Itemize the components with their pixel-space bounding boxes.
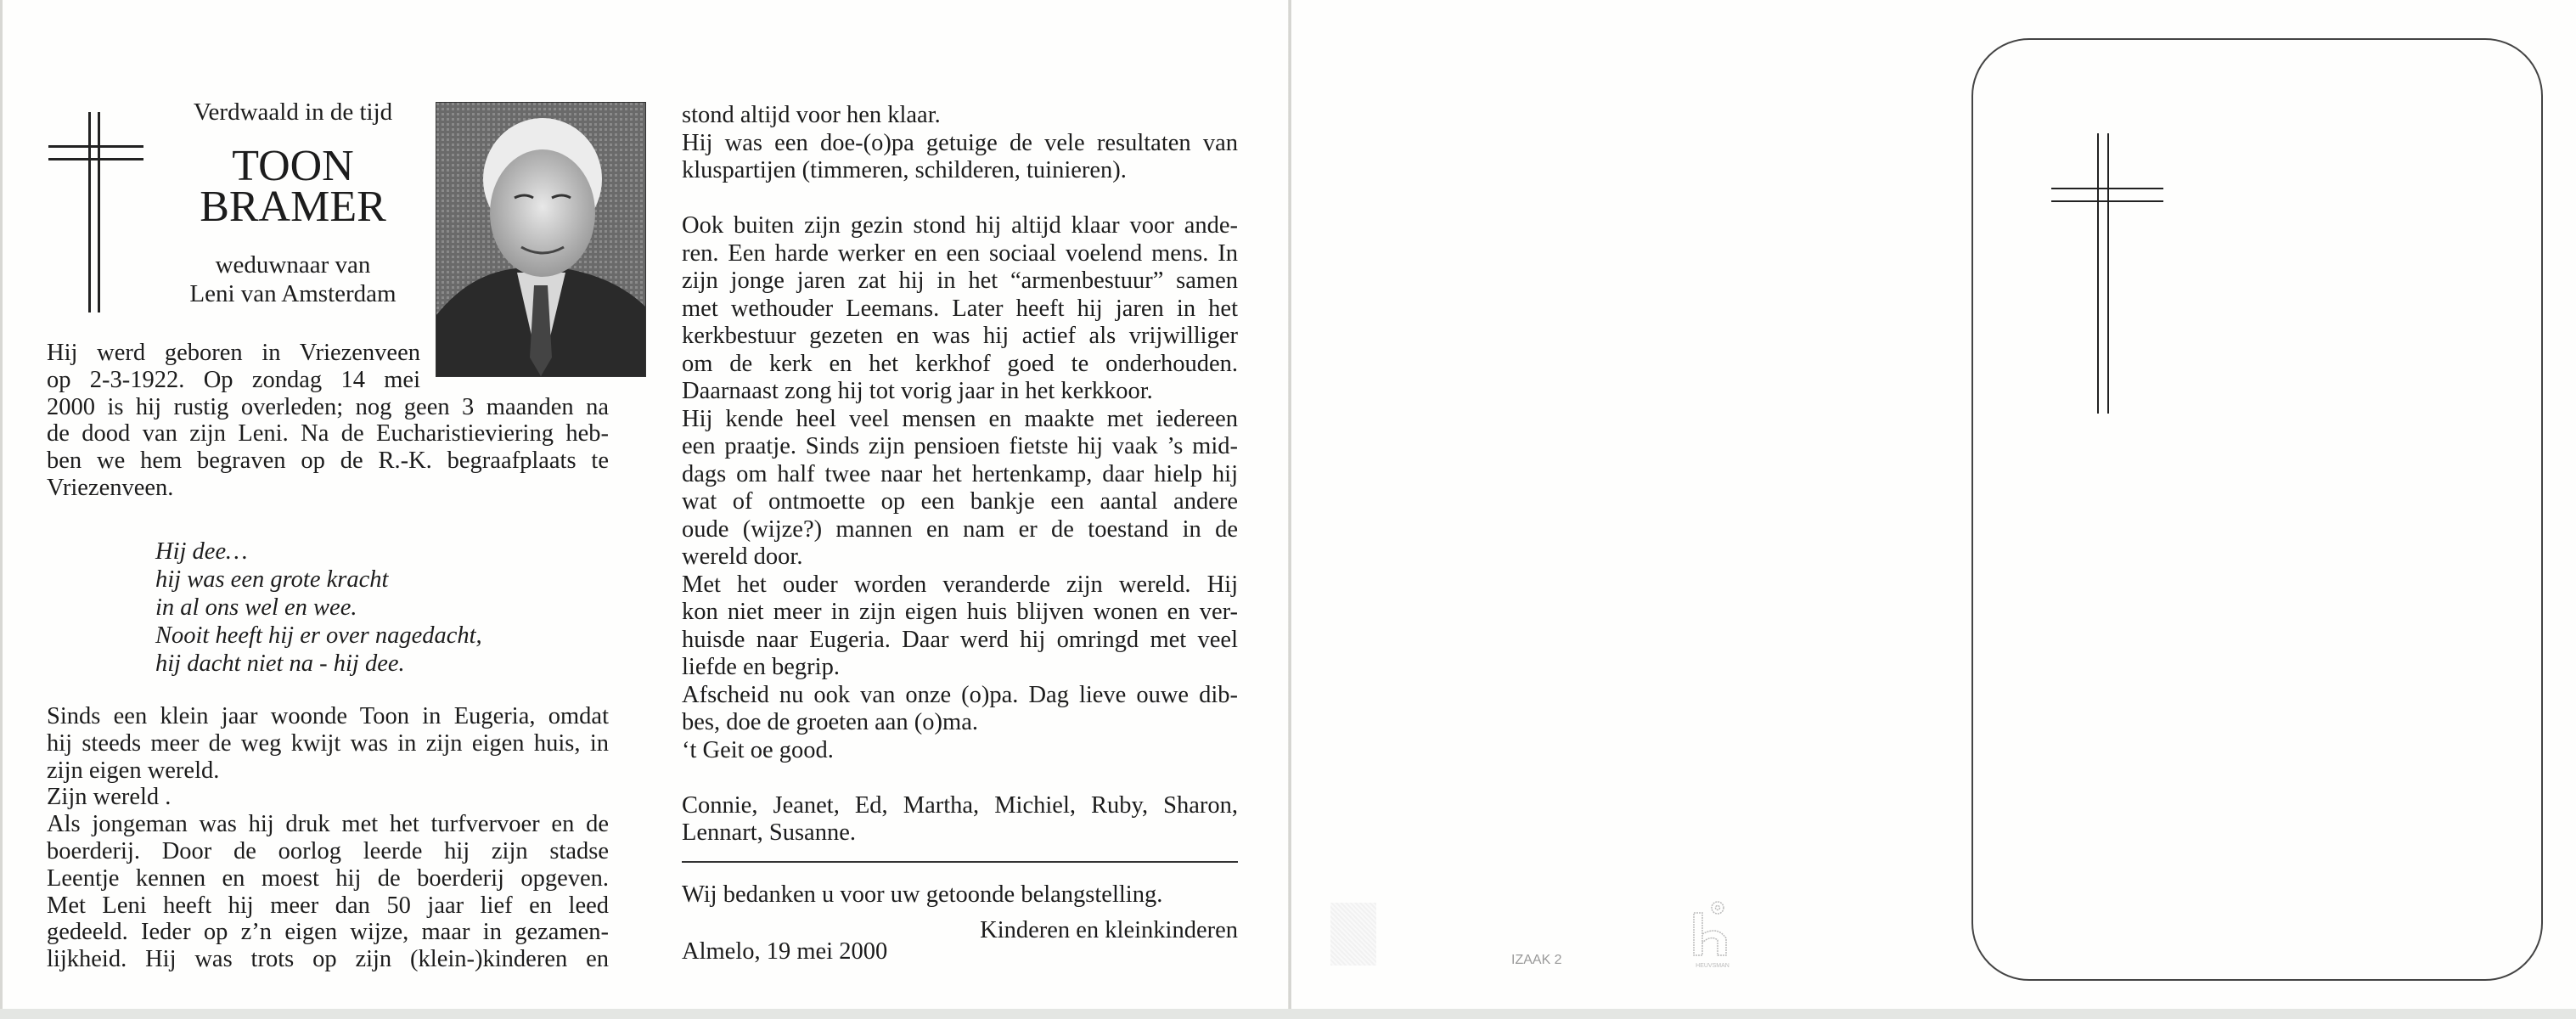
text-line: huisde naar Eugeria. Daar werd hij omringd met veel [682, 626, 1238, 653]
text-line: Vriezenveen. [47, 474, 174, 501]
text-line: Hij kende heel veel mensen en maakte met iedereen [682, 405, 1238, 432]
text-line: met wethouder Leemans. Later heeft hij jaren in het [682, 295, 1238, 322]
text-line: Zijn wereld . [47, 784, 172, 811]
printer-logo-text: HEUVSMAN [1696, 963, 1730, 969]
text-line: om de kerk en het kerkhof goed te onderhouden. [682, 350, 1238, 377]
last-name: BRAMER [200, 183, 386, 231]
biography-continued [682, 102, 1238, 966]
divider [682, 861, 1238, 863]
text-line: op 2-3-1922. Op zondag 14 mei [47, 366, 420, 393]
text-line: stond altijd voor hen klaar. [682, 102, 941, 128]
poem [155, 538, 482, 678]
portrait-photo [436, 102, 646, 377]
text-line: wereld door. [682, 543, 803, 570]
text-line: Leentje kennen en moest hij de boerderij opgeven. [47, 864, 609, 892]
scan-edge [0, 1009, 2576, 1019]
print-code: IZAAK 2 [1511, 953, 1562, 967]
embossed-emblem-icon [1330, 903, 1376, 966]
text-line: kon niet meer in zijn eigen huis blijven wonen en ver- [682, 599, 1238, 625]
poem-line: hij was een grote kracht [155, 566, 389, 593]
first-name: TOON [232, 142, 354, 190]
text-line: hij steeds meer de weg kwijt was in zijn eigen huis, in [47, 729, 609, 757]
front-frame [1971, 38, 2543, 981]
text-line: Als jongeman was hij druk met het turfvervoer en de [47, 811, 609, 838]
text-line: bes, doe de groeten aan (o)ma. [682, 709, 978, 735]
text-line: ben we hem begraven op de R.-K. begraafplaats te [47, 448, 609, 475]
family-names: Connie, Jeanet, Ed, Martha, Michiel, Ruby, Sharon, [682, 791, 1238, 819]
text-line: een praatje. Sinds zijn pensioen fietste hij vaak ’s mid- [682, 433, 1238, 459]
text-line: Sinds een klein jaar woonde Toon in Eugeria, omdat [47, 703, 609, 729]
text-line: Hij was een doe-(o)pa getuige de vele resultaten van [682, 129, 1238, 156]
spouse-name: Leni van Amsterdam [189, 280, 397, 307]
text-line: boerderij. Door de oorlog leerde hij zijn stadse [47, 837, 609, 864]
text-line: ren. Een harde werker en een sociaal voelend mens. In [682, 239, 1238, 267]
text-line: gedeeld. Ieder op z’n eigen wijze, maar in gezamen- [47, 919, 609, 946]
thanks-text: Wij bedanken u voor uw getoonde belangstelling. [682, 881, 1163, 908]
text-line: kerkbestuur gezeten en was hij actief als vrijwilliger [682, 323, 1238, 349]
memorial-card-inside [0, 0, 1289, 1009]
place-date: Almelo, 19 mei 2000 [682, 937, 888, 965]
poem-line: Nooit heeft hij er over nagedacht, [155, 622, 482, 649]
printer-logo-icon [1692, 896, 1733, 977]
text-line: kluspartijen (timmeren, schilderen, tuinieren). [682, 157, 1127, 183]
text-line: zijn eigen wereld. [47, 757, 220, 784]
poem-line: Hij dee… [155, 538, 248, 565]
text-line: ‘t Geit oe good. [682, 736, 834, 763]
widower-line: weduwnaar van [215, 251, 371, 279]
text-line: Hij werd geboren in Vriezenveen [47, 340, 420, 366]
heading: Verdwaald in de tijd [193, 99, 393, 126]
signoff: Kinderen en kleinkinderen [980, 917, 1238, 943]
biography-body [47, 703, 609, 973]
text-line: Ook buiten zijn gezin stond hij altijd klaar voor ande- [682, 212, 1238, 239]
text-line: Met het ouder worden veranderde zijn wereld. Hij [682, 571, 1238, 598]
biography-intro [47, 340, 609, 502]
text-line: de dood van zijn Leni. Na de Eucharistieviering heb- [47, 420, 609, 448]
poem-line: hij dacht niet na - hij dee. [155, 650, 405, 677]
text-line: zijn jonge jaren zat hij in het “armenbestuur” samen [682, 267, 1238, 294]
text-line: Daarnaast zong hij tot vorig jaar in het kerkkoor. [682, 378, 1153, 404]
family-names: Lennart, Susanne. [682, 819, 856, 846]
text-line: Met Leni heeft hij meer dan 50 jaar lief en leed [47, 892, 609, 919]
text-line: wat of ontmoette op een bankje een aantal andere [682, 488, 1238, 515]
poem-line: in al ons wel en wee. [155, 594, 357, 621]
text-line: lijkheid. Hij was trots op zijn (klein-)kinderen en [47, 946, 609, 973]
text-line: Afscheid nu ook van onze (o)pa. Dag lieve ouwe dib- [682, 681, 1238, 708]
text-line: dags om half twee naar het hertenkamp, daar hielp hij [682, 460, 1238, 487]
text-line: liefde en begrip. [682, 654, 840, 680]
text-line: 2000 is hij rustig overleden; nog geen 3 maanden na [47, 393, 609, 420]
text-line: oude (wijze?) mannen en nam er de toestand in de [682, 515, 1238, 543]
